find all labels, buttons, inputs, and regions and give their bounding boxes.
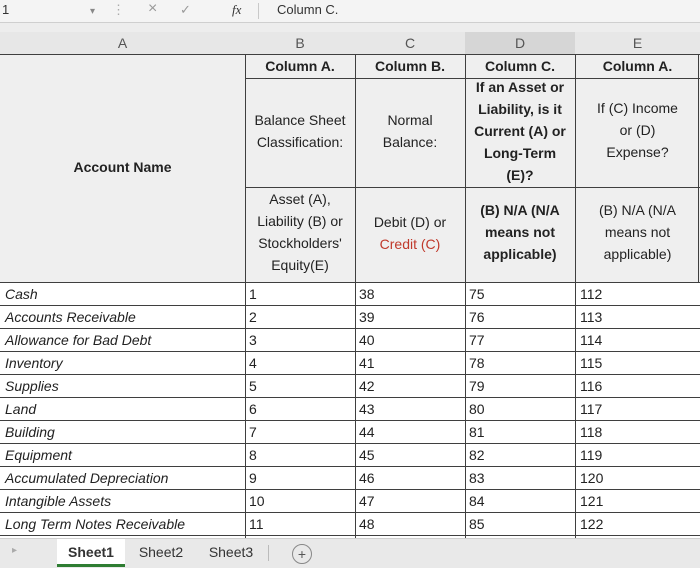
number-cell-b[interactable]: 9 [249, 470, 257, 486]
number-cell-e[interactable]: 118 [580, 424, 603, 440]
number-cell-e[interactable]: 122 [580, 516, 604, 532]
header-c-options: Debit (D) or Credit (C) [373, 214, 447, 252]
account-name-cell[interactable]: Intangible Assets [5, 493, 112, 509]
number-cell-d[interactable]: 85 [469, 516, 485, 532]
header-b-title: Column A. [265, 58, 335, 74]
number-cell-c[interactable]: 48 [359, 516, 375, 532]
header-c-title: Column B. [375, 58, 445, 74]
number-cell-d[interactable]: 81 [469, 424, 485, 440]
number-cell-e[interactable]: 115 [580, 355, 603, 371]
number-cell-e[interactable]: 120 [580, 470, 604, 486]
account-name-cell[interactable]: Allowance for Bad Debt [5, 332, 152, 348]
tab-sheet3[interactable]: Sheet3 [208, 544, 254, 560]
number-cell-e[interactable]: 116 [580, 378, 603, 394]
header-d-options: (B) N/A (N/A means not applicable) [480, 202, 560, 262]
spreadsheet-grid [0, 54, 700, 538]
add-sheet-icon[interactable]: + [292, 544, 312, 564]
number-cell-d[interactable]: 79 [469, 378, 485, 394]
header-d-title: Column C. [485, 58, 555, 74]
tab-sheet2[interactable]: Sheet2 [138, 544, 184, 560]
number-cell-d[interactable]: 80 [469, 401, 485, 417]
account-name-cell[interactable]: Land [5, 401, 37, 417]
number-cell-b[interactable]: 10 [249, 493, 265, 509]
number-cell-d[interactable]: 83 [469, 470, 485, 486]
fx-icon[interactable]: fx [232, 2, 242, 17]
account-name-cell[interactable]: Cash [5, 286, 38, 302]
column-header-c[interactable]: C [404, 35, 416, 51]
account-name-cell[interactable]: Accounts Receivable [5, 309, 136, 325]
header-e-options: (B) N/A (N/A means not applicable) [598, 202, 676, 262]
number-cell-e[interactable]: 117 [580, 401, 603, 417]
number-cell-b[interactable]: 2 [249, 309, 257, 325]
formula-input[interactable]: Column C. [277, 2, 339, 17]
header-c-normal: Normal Balance: [382, 112, 438, 150]
account-name-cell[interactable]: Inventory [5, 355, 63, 371]
number-cell-e[interactable]: 114 [580, 332, 603, 348]
number-cell-e[interactable]: 113 [580, 309, 603, 325]
number-cell-b[interactable]: 8 [249, 447, 257, 463]
number-cell-d[interactable]: 77 [469, 332, 485, 348]
number-cell-c[interactable]: 39 [359, 309, 375, 325]
name-box-dropdown-icon[interactable]: ▾ [90, 6, 96, 17]
header-d-question: If an Asset or Liability, is it Current (A) or Long-Term (E)? [474, 79, 566, 183]
column-header-d[interactable]: D [465, 32, 575, 54]
number-cell-e[interactable]: 121 [580, 493, 604, 509]
header-e-title: Column A. [602, 58, 673, 74]
number-cell-b[interactable]: 3 [249, 332, 257, 348]
number-cell-c[interactable]: 38 [359, 286, 375, 302]
account-name-cell[interactable]: Equipment [5, 447, 72, 463]
sheet-tab-bar [0, 538, 700, 568]
number-cell-d[interactable]: 82 [469, 447, 485, 463]
more-options-icon[interactable]: ⋮ [112, 2, 125, 17]
number-cell-c[interactable]: 46 [359, 470, 375, 486]
column-header-e[interactable]: E [632, 35, 643, 51]
number-cell-e[interactable]: 112 [580, 286, 603, 302]
tab-sheet1[interactable]: Sheet1 [57, 539, 125, 567]
number-cell-b[interactable]: 1 [249, 286, 257, 302]
number-cell-c[interactable]: 41 [359, 355, 375, 371]
account-name-header: Account Name [73, 159, 172, 175]
number-cell-d[interactable]: 75 [469, 286, 485, 302]
header-e-question: If (C) Income or (D) Expense? [597, 100, 678, 160]
tab-scroll-icon[interactable]: ▸ [12, 545, 18, 556]
number-cell-b[interactable]: 5 [249, 378, 257, 394]
number-cell-b[interactable]: 4 [249, 355, 257, 371]
column-header-a[interactable]: A [117, 35, 128, 51]
number-cell-e[interactable]: 119 [580, 447, 603, 463]
cancel-icon[interactable]: × [148, 0, 158, 17]
number-cell-d[interactable]: 84 [469, 493, 485, 509]
number-cell-c[interactable]: 45 [359, 447, 375, 463]
number-cell-b[interactable]: 11 [249, 516, 264, 532]
header-b-classification: Balance Sheet Classification: [254, 112, 346, 150]
column-headers [0, 32, 700, 54]
account-name-cell[interactable]: Long Term Notes Receivable [5, 516, 186, 532]
account-name-cell[interactable]: Accumulated Depreciation [5, 470, 169, 486]
number-cell-c[interactable]: 47 [359, 493, 375, 509]
header-b-options: Asset (A), Liability (B) or Stockholders' Equity(E) [257, 191, 343, 273]
number-cell-d[interactable]: 76 [469, 309, 485, 325]
confirm-icon[interactable]: ✓ [180, 2, 191, 17]
column-header-b[interactable]: B [295, 35, 305, 51]
number-cell-c[interactable]: 43 [359, 401, 375, 417]
number-cell-b[interactable]: 6 [249, 401, 257, 417]
number-cell-d[interactable]: 78 [469, 355, 485, 371]
account-name-cell[interactable]: Supplies [5, 378, 59, 394]
number-cell-c[interactable]: 42 [359, 378, 375, 394]
number-cell-c[interactable]: 40 [359, 332, 375, 348]
name-box[interactable]: 1 [2, 2, 10, 17]
formula-bar [0, 0, 700, 23]
number-cell-c[interactable]: 44 [359, 424, 375, 440]
account-name-cell[interactable]: Building [5, 424, 55, 440]
number-cell-b[interactable]: 7 [249, 424, 257, 440]
